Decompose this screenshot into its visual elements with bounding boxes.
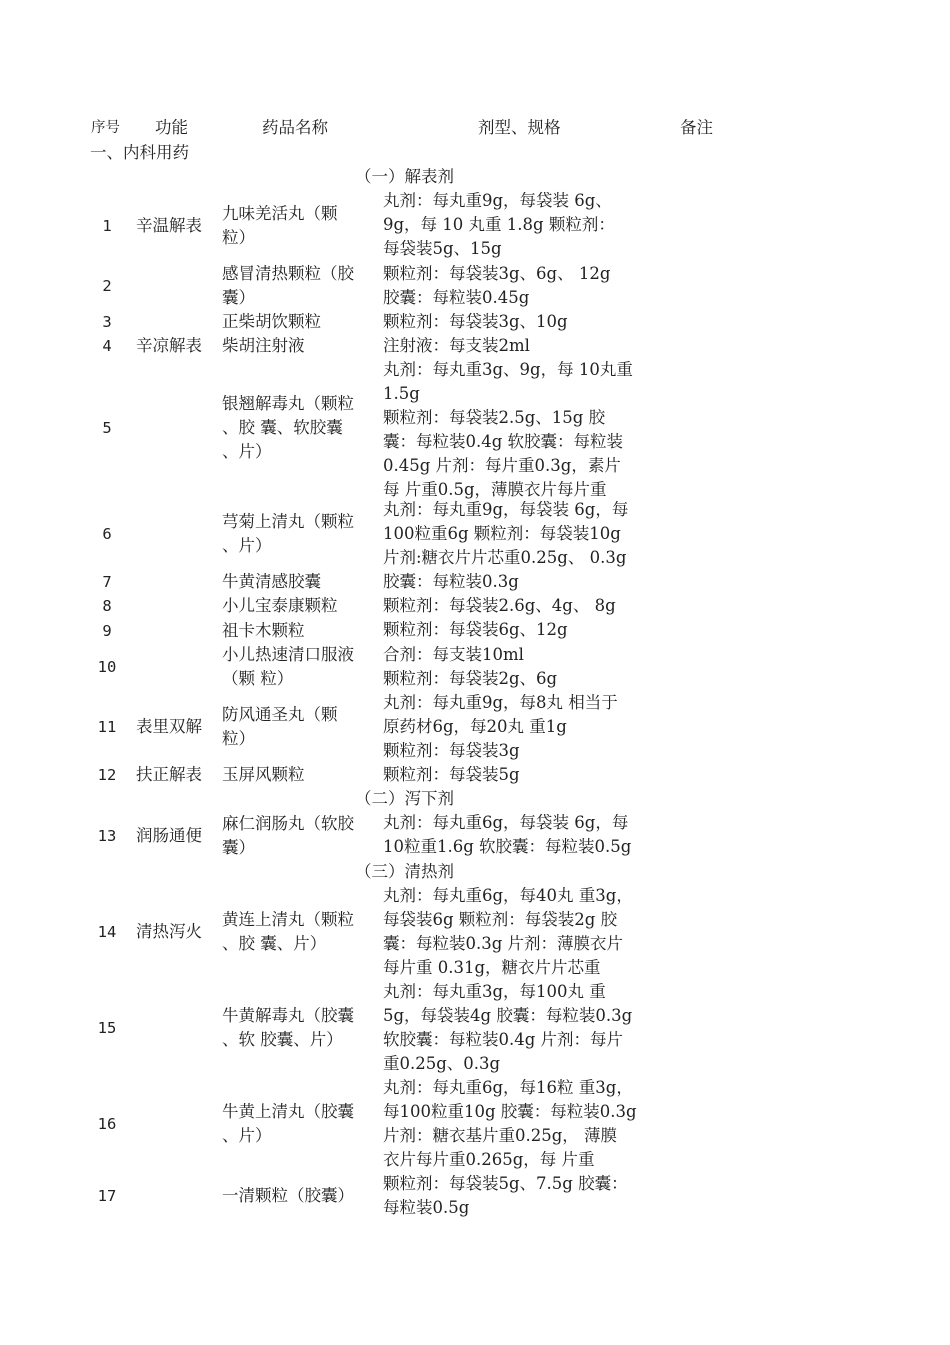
section-title-qingre: （三）清热剂 — [355, 862, 454, 881]
row-dosage-spec — [383, 691, 675, 763]
row-function: 辛凉解表 — [136, 336, 202, 355]
row-dosage-spec — [383, 570, 675, 594]
row-drug-name — [222, 310, 382, 334]
spec-line: 颗粒剂：每袋装3g — [383, 741, 520, 760]
row-function — [136, 643, 220, 691]
drug-name-line: 玉屏风颗粒 — [222, 765, 305, 784]
drug-name-line: 牛黄上清丸（胶囊 — [222, 1102, 354, 1121]
row-dosage-spec — [383, 358, 675, 502]
spec-line: 丸剂：每丸重3g、9g，每 10丸重 — [383, 360, 633, 379]
table-row — [0, 643, 950, 691]
row-drug-name — [222, 763, 382, 787]
spec-line: 颗粒剂：每袋装5g — [383, 765, 520, 784]
row-dosage-spec — [383, 618, 675, 643]
row-seq: 11 — [97, 718, 117, 736]
row-seq: 6 — [102, 525, 112, 543]
drug-name-line: 囊） — [222, 288, 255, 307]
row-dosage-spec — [383, 594, 675, 618]
drug-name-line: 、胶 囊、软胶囊 — [222, 418, 343, 437]
drug-name-line: 九味羌活丸（颗 — [222, 203, 338, 223]
row-seq: 15 — [97, 1019, 117, 1037]
spec-line: 1.5g — [383, 384, 420, 403]
row-function: 扶正解表 — [136, 765, 202, 784]
row-drug-name — [222, 980, 382, 1076]
spec-line: 颗粒剂：每袋装2.6g、4g、 8g — [383, 596, 616, 615]
row-function — [136, 262, 220, 310]
drug-name-line: 小儿宝泰康颗粒 — [222, 596, 338, 615]
row-function — [136, 310, 220, 334]
table-row — [0, 884, 950, 980]
row-function — [136, 618, 220, 643]
table-row — [0, 310, 950, 334]
row-function: 清热泻火 — [136, 922, 202, 941]
row-dosage-spec — [383, 262, 675, 310]
drug-name-line: 牛黄解毒丸（胶囊 — [222, 1006, 354, 1025]
row-dosage-spec — [383, 1172, 675, 1220]
spec-line: 100粒重6g 颗粒剂：每袋装10g — [383, 524, 621, 543]
spec-line: 每袋装5g、15g — [383, 239, 502, 258]
spec-line: 颗粒剂：每袋装3g、6g、 12g — [383, 264, 611, 283]
spec-line: 衣片每片重0.265g，每 片重 — [383, 1150, 595, 1169]
spec-line: 5g，每袋装4g 胶囊：每粒装0.3g — [383, 1006, 633, 1025]
table-row — [0, 498, 950, 570]
row-dosage-spec — [383, 811, 675, 860]
spec-line: 颗粒剂：每袋装2.5g、15g 胶 — [383, 408, 606, 427]
spec-line: 丸剂：每丸重3g，每100丸 重 — [383, 982, 606, 1001]
row-drug-name — [222, 1076, 382, 1172]
row-drug-name — [222, 570, 382, 594]
spec-line: 颗粒剂：每袋装2g、6g — [383, 669, 558, 688]
drug-name-line: 银翘解毒丸（颗粒 — [222, 394, 354, 413]
drug-name-line: 一清颗粒（胶囊） — [222, 1186, 354, 1205]
row-drug-name — [222, 334, 382, 358]
row-function — [136, 594, 220, 618]
table-row — [0, 570, 950, 594]
row-seq: 1 — [102, 216, 112, 235]
spec-line: 囊：每粒装0.3g 片剂：薄膜衣片 — [383, 934, 624, 953]
row-drug-name — [222, 1172, 382, 1220]
header-remarks: 备注 — [680, 118, 713, 137]
drug-name-line: （颗 粒） — [222, 669, 294, 688]
table-row — [0, 980, 950, 1076]
header-dosage-spec: 剂型、规格 — [478, 118, 561, 137]
row-drug-name — [222, 189, 382, 262]
header-drug-name: 药品名称 — [262, 118, 328, 137]
table-row — [0, 262, 950, 310]
row-drug-name — [222, 643, 382, 691]
row-function — [136, 1172, 220, 1220]
spec-line: 丸剂：每丸重6g，每40丸 重3g， — [383, 886, 633, 905]
drug-name-line: 芎菊上清丸（颗粒 — [222, 512, 354, 531]
drug-name-line: 粒） — [222, 729, 255, 748]
row-dosage-spec — [383, 498, 675, 570]
row-drug-name — [222, 691, 382, 763]
table-row — [0, 1172, 950, 1220]
row-seq: 14 — [97, 923, 117, 941]
spec-line: 合剂：每支装10ml — [383, 645, 524, 664]
row-drug-name — [222, 618, 382, 643]
spec-line: 丸剂：每丸重9g，每袋装 6g、 — [383, 191, 612, 210]
drug-name-line: 感冒清热颗粒（胶 — [222, 264, 354, 283]
section-title-jiebiao: （一）解表剂 — [355, 167, 454, 186]
drug-name-line: 牛黄清感胶囊 — [222, 572, 321, 591]
row-dosage-spec — [383, 980, 675, 1076]
drug-name-line: 、片） — [222, 536, 272, 555]
row-seq: 4 — [102, 337, 112, 355]
table-row — [0, 763, 950, 787]
row-function — [136, 980, 220, 1076]
row-function — [136, 570, 220, 594]
row-drug-name — [222, 811, 382, 860]
spec-line: 胶囊：每粒装0.3g — [383, 572, 519, 591]
spec-line: 每100粒重10g 胶囊：每粒装0.3g — [383, 1102, 637, 1121]
spec-line: 9g，每 10 丸重 1.8g 颗粒剂： — [383, 215, 615, 234]
spec-line: 丸剂：每丸重9g，每8丸 相当于 — [383, 693, 618, 712]
spec-line: 每粒装0.5g — [383, 1198, 470, 1217]
spec-line: 囊：每粒装0.4g 软胶囊：每粒装 — [383, 432, 624, 451]
row-seq: 8 — [102, 597, 112, 615]
spec-line: 每片重 0.31g，糖衣片片芯重 — [383, 958, 601, 977]
table-row — [0, 358, 950, 498]
row-drug-name — [222, 262, 382, 310]
row-seq: 7 — [102, 573, 112, 591]
drug-name-line: 囊） — [222, 837, 255, 857]
row-dosage-spec — [383, 1076, 675, 1172]
category-title: 一、内科用药 — [90, 143, 189, 162]
row-seq: 12 — [97, 766, 117, 784]
row-seq: 17 — [97, 1187, 117, 1205]
row-dosage-spec — [383, 310, 675, 334]
row-drug-name — [222, 498, 382, 570]
row-drug-name — [222, 594, 382, 618]
row-dosage-spec — [383, 643, 675, 691]
header-function: 功能 — [155, 118, 188, 137]
row-drug-name — [222, 884, 382, 980]
spec-line: 片剂:糖衣片片芯重0.25g、 0.3g — [383, 548, 627, 567]
row-seq: 2 — [102, 277, 112, 295]
drug-name-line: 、软 胶囊、片） — [222, 1030, 343, 1049]
row-function — [136, 358, 220, 498]
row-dosage-spec — [383, 189, 675, 262]
row-seq: 3 — [102, 313, 112, 331]
table-row — [0, 189, 950, 262]
spec-line: 胶囊：每粒装0.45g — [383, 288, 530, 307]
row-seq: 9 — [102, 621, 112, 640]
section-title-xiexia: （二）泻下剂 — [355, 789, 454, 808]
spec-line: 10粒重1.6g 软胶囊：每粒装0.5g — [383, 837, 632, 856]
row-function — [136, 498, 220, 570]
spec-line: 每 片重0.5g，薄膜衣片每片重 — [383, 480, 607, 499]
row-dosage-spec — [383, 884, 675, 980]
row-seq: 10 — [97, 658, 117, 676]
spec-line: 颗粒剂：每袋装5g、7.5g 胶囊： — [383, 1174, 628, 1193]
drug-name-line: 祖卡木颗粒 — [222, 620, 305, 640]
table-row — [0, 1076, 950, 1172]
spec-line: 软胶囊：每粒装0.4g 片剂：每片 — [383, 1030, 624, 1049]
table-row — [0, 334, 950, 358]
table-row — [0, 811, 950, 860]
row-seq: 13 — [97, 826, 117, 845]
row-function: 表里双解 — [136, 717, 202, 736]
table-row — [0, 618, 950, 643]
row-drug-name — [222, 358, 382, 498]
row-seq: 16 — [97, 1115, 117, 1133]
drug-name-line: 黄连上清丸（颗粒 — [222, 910, 354, 929]
spec-line: 丸剂：每丸重6g，每袋装 6g，每 — [383, 813, 629, 832]
drug-name-line: 柴胡注射液 — [222, 336, 305, 355]
row-function — [136, 1076, 220, 1172]
spec-line: 片剂：糖衣基片重0.25g， 薄膜 — [383, 1126, 618, 1145]
row-dosage-spec — [383, 763, 675, 787]
drug-name-line: 防风通圣丸（颗 — [222, 705, 338, 724]
spec-line: 颗粒剂：每袋装6g、12g — [383, 620, 568, 639]
spec-line: 丸剂：每丸重6g，每16粒 重3g， — [383, 1078, 633, 1097]
drug-name-line: 、片） — [222, 1126, 272, 1145]
spec-line: 原药材6g，每20丸 重1g — [383, 717, 567, 736]
spec-line: 注射液：每支装2ml — [383, 336, 530, 355]
drug-name-line: 、片） — [222, 442, 272, 461]
spec-line: 每袋装6g 颗粒剂：每袋装2g 胶 — [383, 910, 618, 929]
spec-line: 0.45g 片剂：每片重0.3g，素片 — [383, 456, 621, 475]
header-seq: 序号 — [91, 120, 120, 136]
drug-name-line: 粒） — [222, 227, 255, 247]
drug-name-line: 正柴胡饮颗粒 — [222, 312, 321, 331]
spec-line: 丸剂：每丸重9g，每袋装 6g，每 — [383, 500, 629, 519]
spec-line: 重0.25g、0.3g — [383, 1054, 501, 1073]
row-function: 辛温解表 — [136, 215, 202, 235]
table-row — [0, 594, 950, 618]
table-row — [0, 691, 950, 763]
row-dosage-spec — [383, 334, 675, 358]
row-seq: 5 — [102, 419, 112, 437]
spec-line: 颗粒剂：每袋装3g、10g — [383, 312, 568, 331]
drug-name-line: 、胶 囊、片） — [222, 934, 327, 953]
drug-name-line: 小儿热速清口服液 — [222, 645, 354, 664]
drug-name-line: 麻仁润肠丸（软胶 — [222, 813, 354, 833]
row-function: 润肠通便 — [136, 825, 202, 845]
